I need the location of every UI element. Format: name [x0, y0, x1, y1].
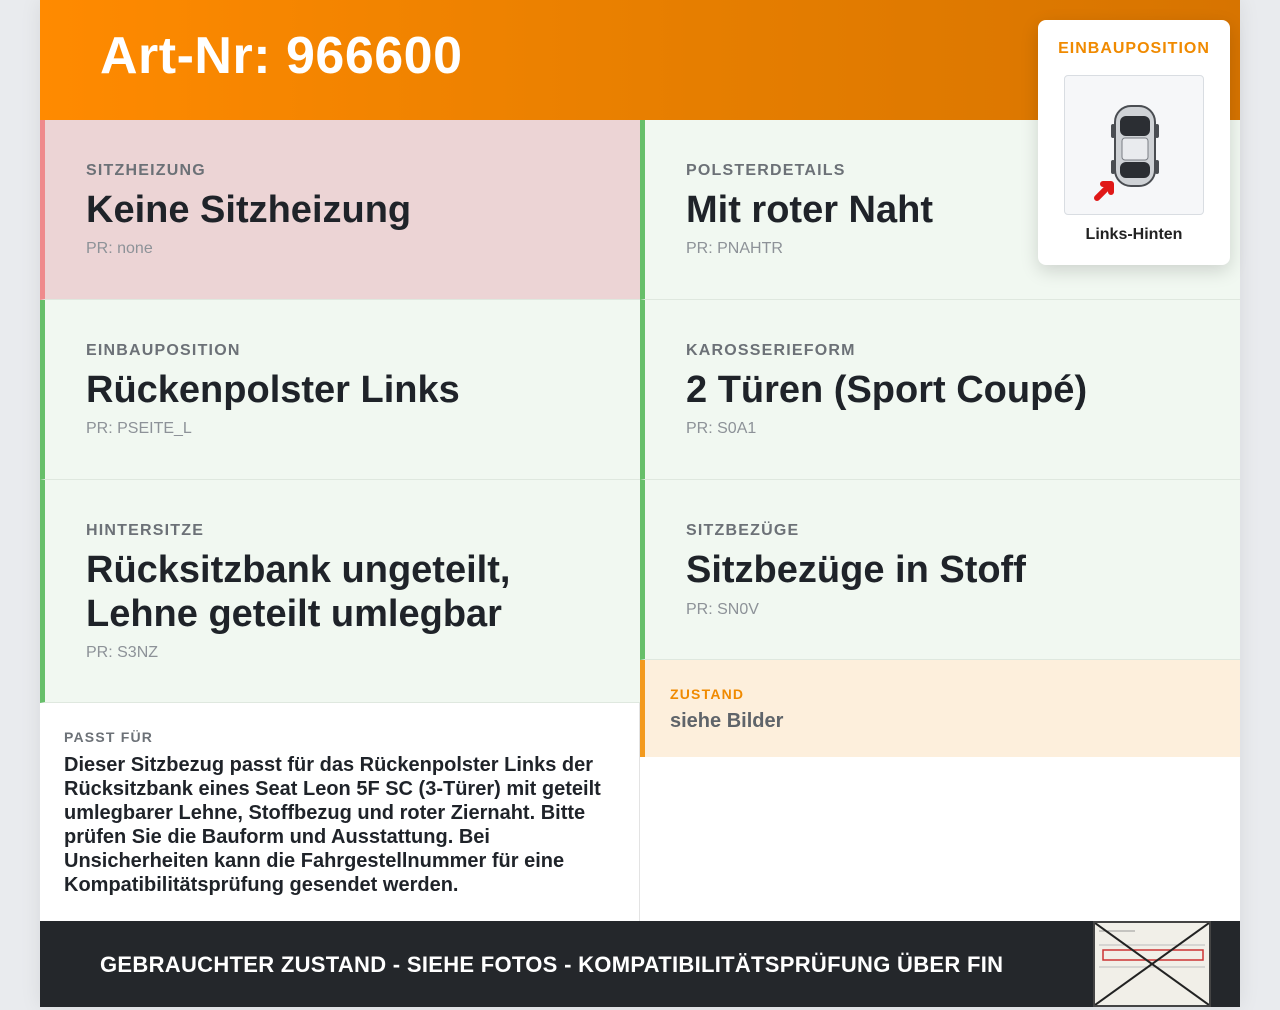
cell-karosserieform [640, 300, 1240, 480]
page [40, 0, 1240, 1007]
cell-label: KAROSSERIEFORM [686, 342, 856, 359]
cell-sitzbezuege [640, 480, 1240, 660]
condition-value: siehe Bilder [670, 710, 784, 732]
cell-pr-code: PR: PNAHTR [686, 240, 783, 257]
position-card-caption: Links-Hinten [1085, 226, 1183, 243]
vin-document-icon [1093, 921, 1211, 1007]
cell-pr-code: PR: none [86, 240, 153, 257]
cell-value: Keine Sitzheizung [86, 189, 412, 231]
cell-label: SITZBEZÜGE [686, 522, 800, 539]
cell-pr-code: PR: S3NZ [86, 644, 159, 661]
position-card [1038, 20, 1230, 265]
cell-label: POLSTERDETAILS [686, 162, 846, 179]
position-card-title: EINBAUPOSITION [1058, 40, 1210, 57]
cell-value: Rücksitzbank ungeteilt, Lehne geteilt umlegbar [86, 549, 511, 635]
fits-section [40, 703, 640, 921]
cell-label: HINTERSITZE [86, 522, 205, 539]
condition-label: ZUSTAND [670, 686, 745, 702]
cell-sitzheizung [40, 120, 640, 300]
cell-label: EINBAUPOSITION [86, 342, 241, 359]
article-number: Art-Nr: 966600 [100, 27, 463, 85]
cell-value: Sitzbezüge in Stoff [686, 549, 1026, 591]
fits-text: Dieser Sitzbezug passt für das Rückenpolster Links der Rücksitzbank eines Seat Leon 5F SC (3-Türer) mit geteilt umlegbarer Lehne, Stoffbezug und roter Ziernaht. Bitte prüfen Sie die Bauform und Ausstattung. Bei Unsicherheiten kann die Fahrgestellnummer für eine Kompatibilitätsprüfung gesendet werden. [64, 754, 601, 896]
cell-value: Rückenpolster Links [86, 369, 460, 411]
cell-einbauposition [40, 300, 640, 480]
cell-pr-code: PR: S0A1 [686, 420, 757, 437]
cell-value: Mit roter Naht [686, 189, 933, 231]
car-top-view-icon [1064, 75, 1204, 215]
fits-label: PASST FÜR [64, 729, 154, 745]
cell-label: SITZHEIZUNG [86, 162, 206, 179]
cell-value: 2 Türen (Sport Coupé) [686, 369, 1088, 411]
cell-pr-code: PR: PSEITE_L [86, 420, 192, 437]
footer-text: GEBRAUCHTER ZUSTAND - SIEHE FOTOS - KOMPATIBILITÄTSPRÜFUNG ÜBER FIN [100, 952, 1004, 977]
footer-bar [40, 921, 1240, 1007]
cell-pr-code: PR: SN0V [686, 601, 759, 618]
cell-hintersitze [40, 480, 640, 703]
condition-section [640, 660, 1240, 757]
